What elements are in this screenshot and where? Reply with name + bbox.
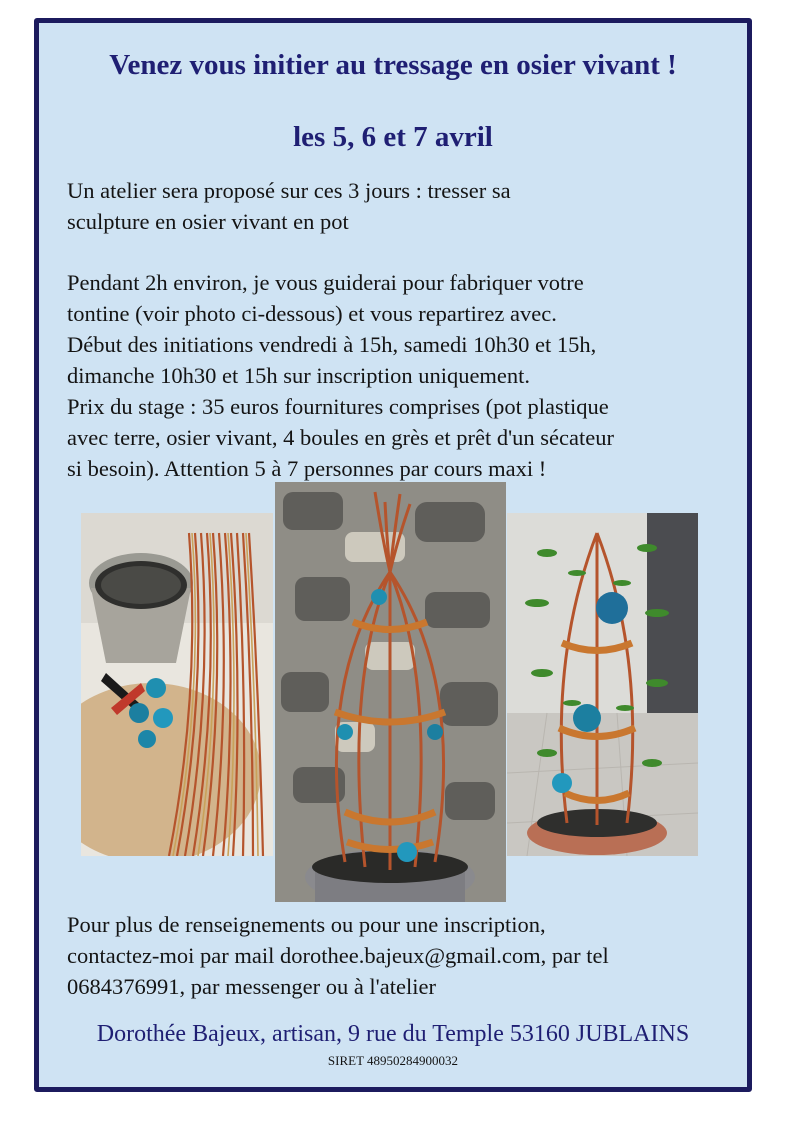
contact-line: 0684376991, par messenger ou à l'atelier <box>67 974 436 999</box>
details-line: avec terre, osier vivant, 4 boules en grès et prêt d'un sécateur <box>67 425 614 450</box>
intro-line: sculpture en osier vivant en pot <box>67 209 349 234</box>
details-paragraph <box>67 267 739 484</box>
headline: Venez vous initier au tressage en osier vivant ! <box>109 49 677 81</box>
details-line: Début des initiations vendredi à 15h, samedi 10h30 et 15h, <box>67 332 597 357</box>
photo-sculpture <box>275 482 506 902</box>
intro-paragraph <box>67 175 739 237</box>
details-line: tontine (voir photo ci-dessous) et vous repartirez avec. <box>67 301 557 326</box>
details-line: Prix du stage : 35 euros fournitures comprises (pot plastique <box>67 394 609 419</box>
event-dates: les 5, 6 et 7 avril <box>293 121 493 153</box>
details-line: Pendant 2h environ, je vous guiderai pour fabriquer votre <box>67 270 584 295</box>
details-line: dimanche 10h30 et 15h sur inscription uniquement. <box>67 363 531 388</box>
siret-number: SIRET 48950284900032 <box>327 1053 459 1068</box>
intro-line: Un atelier sera proposé sur ces 3 jours : tresser sa <box>67 178 511 203</box>
signature-address: Dorothée Bajeux, artisan, 9 rue du Temple 53160 JUBLAINS <box>96 1021 690 1047</box>
contact-paragraph <box>67 909 739 1002</box>
flyer-frame <box>34 18 752 1092</box>
photo-living-willow <box>507 513 698 856</box>
photo-materials <box>81 513 273 856</box>
contact-line: contactez-moi par mail dorothee.bajeux@gmail.com, par tel <box>67 943 609 968</box>
details-line: si besoin). Attention 5 à 7 personnes par cours maxi ! <box>67 456 547 481</box>
contact-line: Pour plus de renseignements ou pour une inscription, <box>67 912 546 937</box>
